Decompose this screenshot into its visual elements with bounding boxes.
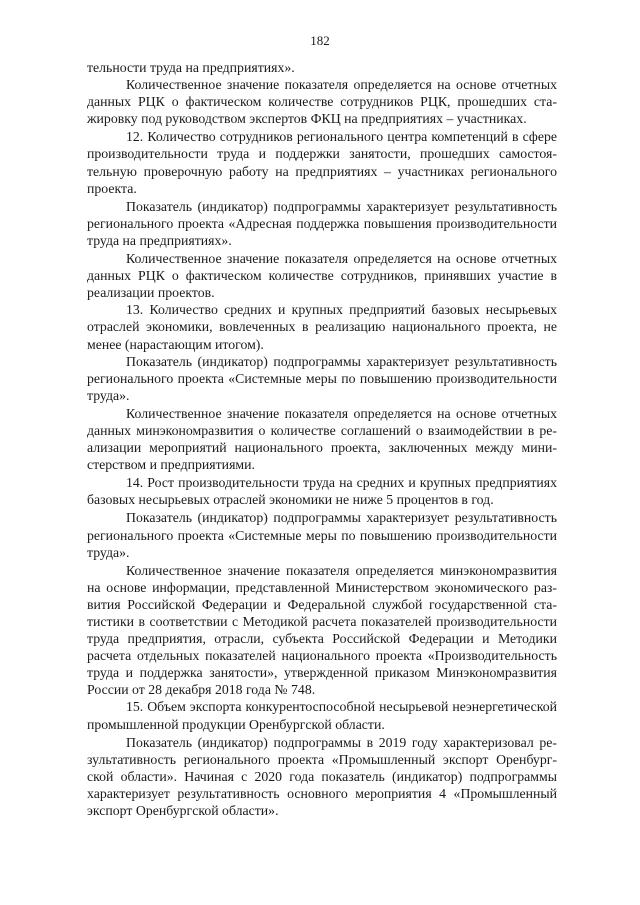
paragraph-item-15: 15. Объем экспорта конкурентоспособной несырьевой неэнергетической промышленной продукции Оренбургской области. [87, 699, 557, 732]
paragraph: Показатель (индикатор) подпрограммы в 2019 году характеризовал результативность регионального проекта «Промышленный экспорт Оренбургской области». Начиная с 2020 года показатель (индикатор) подпрограммы характеризует результативность основного мероприятия 4 «Промышленный экспорт Оренбургской области». [87, 734, 557, 819]
paragraph-continuation: тельности труда на предприятиях». [87, 60, 295, 75]
paragraph-item-12: 12. Количество сотрудников регионального центра компетенций в сфере производительности труда и поддержки занятости, прошедших самостоятельную проверочную работу на предприятиях – участниках регионального проекта. [87, 129, 557, 196]
paragraph: Показатель (индикатор) подпрограммы характеризует результативность регионального проекта «Системные меры по повышению производительности труда». [87, 510, 557, 560]
body-text [87, 59, 557, 819]
paragraph: Показатель (индикатор) подпрограммы характеризует результативность регионального проекта «Адресная поддержка повышения производительности труда на предприятиях». [87, 198, 557, 248]
paragraph: Количественное значение показателя определяется на основе отчетных данных РЦК о фактическом количестве сотрудников РЦК, прошедших стажировку под руководством экспертов ФКЦ на предприятиях – участниках. [87, 77, 557, 127]
paragraph-item-14: 14. Рост производительности труда на средних и крупных предприятиях базовых несырьевых отраслей экономики не ниже 5 процентов в год. [87, 475, 557, 508]
page-number: 182 [310, 33, 330, 48]
paragraph: Количественное значение показателя определяется на основе отчетных данных РЦК о фактическом количестве сотрудников, принявших участие в реализации проектов. [87, 251, 557, 301]
paragraph-item-13: 13. Количество средних и крупных предприятий базовых несырьевых отраслей экономики, вовлеченных в реализацию национального проекта, не менее (нарастающим итогом). [87, 302, 557, 352]
paragraph: Количественное значение показателя определяется на основе отчетных данных минэкономразвития о количестве соглашений о взаимодействии в реализации мероприятий национального проекта, заключенных между министерством и предприятиями. [87, 405, 557, 473]
paragraph: Показатель (индикатор) подпрограммы характеризует результативность регионального проекта «Системные меры по повышению производительности труда». [87, 353, 557, 403]
paragraph: Количественное значение показателя определяется минэкономразвития на основе информации, представленной Министерством экономического развития Российской Федерации и Федеральной службой государственной статистики в соответствии с Методикой расчета показателей производительности труда предприятия, отрасли, субъекта Российской Федерации и Методики расчета отдельных показателей национального проекта «Производительность труда и поддержка занятости», утвержденной приказом Минэкономразвития России от 28 декабря 2018 года № 748. [87, 562, 557, 698]
